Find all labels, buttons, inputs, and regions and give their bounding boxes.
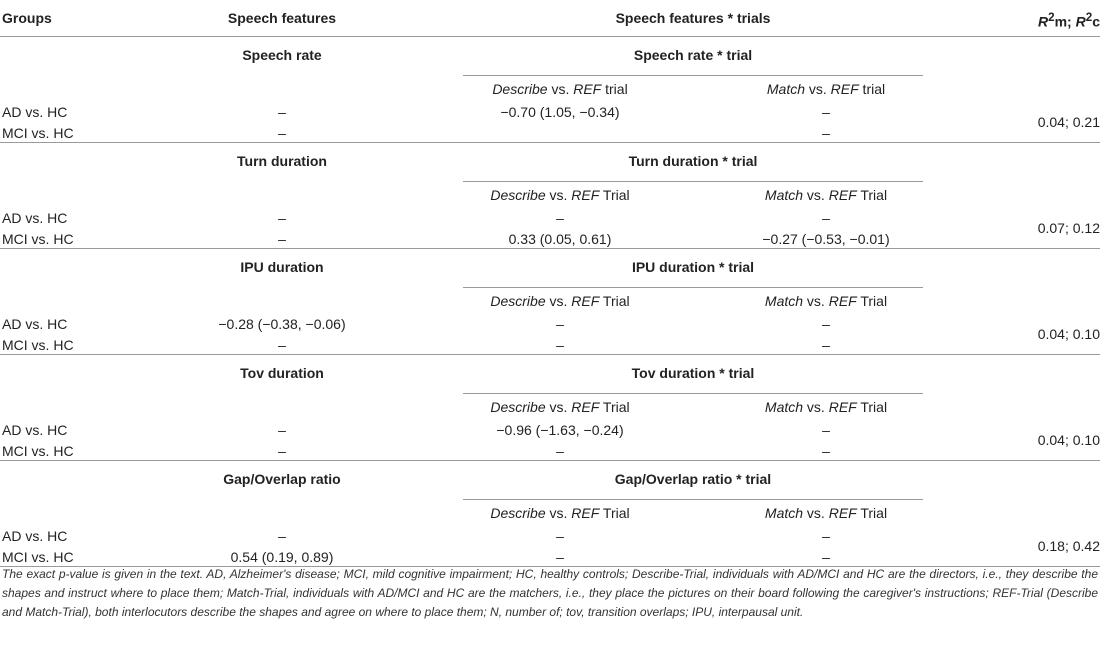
subheader-match-term: Match [764, 293, 804, 309]
r2-value: 0.18; 0.42 [1037, 538, 1100, 554]
subheader-describe [463, 292, 657, 310]
block-speech-rate [0, 37, 1100, 143]
row-describe: 0.33 (0.05, 0.61) [508, 231, 612, 247]
subheader-describe-vs: vs. [545, 399, 572, 415]
interaction-title: Speech rate * trial [633, 47, 753, 63]
row-match: −0.27 (−0.53, −0.01) [762, 231, 890, 247]
row-main: −0.28 (−0.38, −0.06) [218, 316, 346, 332]
header-r2-m-symbol: R [1037, 13, 1049, 30]
row-group: MCI vs. HC [2, 549, 74, 565]
r2-value: 0.04; 0.10 [1037, 326, 1100, 342]
interaction-title: Gap/Overlap ratio * trial [614, 471, 772, 487]
row-match: – [822, 528, 830, 544]
row-main: – [278, 422, 286, 438]
row-group: AD vs. HC [2, 528, 68, 544]
subheader-match-trial: Trial [856, 293, 888, 309]
subheader-describe-trial: trial [601, 81, 628, 97]
interaction-title: Tov duration * trial [631, 365, 755, 381]
subheader-match-trial: Trial [856, 187, 888, 203]
row-match: – [822, 337, 830, 353]
row-group: AD vs. HC [2, 316, 68, 332]
subheader-match-vs: vs. [803, 505, 829, 521]
row-main: – [278, 104, 286, 120]
row-match: – [822, 316, 830, 332]
block-gap-overlap-ratio [0, 461, 1100, 567]
table-header [0, 0, 1100, 37]
subheader-describe-trial: Trial [599, 293, 630, 309]
block-turn-duration [0, 143, 1100, 249]
row-match: – [822, 443, 830, 459]
subheader-describe-term: Describe [490, 505, 546, 521]
row-match: – [822, 549, 830, 565]
subheader-describe [463, 80, 657, 98]
subheader-match-ref: REF [830, 81, 859, 97]
r2-value: 0.07; 0.12 [1037, 220, 1100, 236]
feature-title: Tov duration [240, 365, 324, 381]
row-group: AD vs. HC [2, 210, 68, 226]
subheader-match [729, 398, 923, 416]
sub-divider [463, 181, 923, 182]
r2-value: 0.04; 0.21 [1037, 114, 1100, 130]
subheader-describe-vs: vs. [547, 81, 574, 97]
row-describe: −0.96 (−1.63, −0.24) [496, 422, 624, 438]
header-speech-features: Speech features [227, 10, 337, 26]
row-main: – [278, 231, 286, 247]
interaction-title: Turn duration * trial [628, 153, 758, 169]
row-group: AD vs. HC [2, 422, 68, 438]
subheader-match-term: Match [764, 187, 804, 203]
header-r2 [1038, 9, 1100, 31]
row-group: MCI vs. HC [2, 443, 74, 459]
row-describe: – [556, 528, 564, 544]
subheader-match-trial: Trial [856, 505, 888, 521]
subheader-describe [463, 186, 657, 204]
subheader-match-ref: REF [828, 187, 857, 203]
sub-divider [463, 499, 923, 500]
subheader-match-vs: vs. [805, 81, 831, 97]
subheader-describe-trial: Trial [599, 399, 630, 415]
row-main: 0.54 (0.19, 0.89) [230, 549, 334, 565]
subheader-match-term: Match [764, 505, 804, 521]
block-tov-duration [0, 355, 1100, 461]
subheader-describe-vs: vs. [545, 505, 572, 521]
header-r2-m-sup: 2 [1048, 11, 1055, 24]
feature-title: IPU duration [240, 259, 324, 275]
row-main: – [278, 528, 286, 544]
feature-title: Gap/Overlap ratio [223, 471, 341, 487]
subheader-describe [463, 504, 657, 522]
sub-divider [463, 393, 923, 394]
subheader-describe-term: Describe [490, 399, 546, 415]
header-r2-c-sup: 2 [1085, 11, 1093, 24]
row-group: MCI vs. HC [2, 125, 74, 141]
subheader-describe-ref: REF [573, 81, 602, 97]
subheader-match-trial: Trial [856, 399, 888, 415]
subheader-match-vs: vs. [803, 399, 829, 415]
feature-title: Speech rate [242, 47, 322, 63]
row-main: – [278, 443, 286, 459]
subheader-match [729, 292, 923, 310]
header-r2-c-suffix: c [1092, 13, 1100, 30]
subheader-describe-trial: Trial [599, 505, 630, 521]
feature-title: Turn duration [237, 153, 327, 169]
subheader-describe-ref: REF [571, 505, 600, 521]
row-describe: – [556, 549, 564, 565]
header-r2-m-suffix: m; [1054, 13, 1076, 30]
subheader-describe-ref: REF [571, 293, 600, 309]
sub-divider [463, 287, 923, 288]
subheader-match-ref: REF [828, 399, 857, 415]
row-main: – [278, 210, 286, 226]
subheader-match-ref: REF [828, 293, 857, 309]
subheader-match-term: Match [764, 399, 804, 415]
subheader-match [729, 504, 923, 522]
row-describe: – [556, 210, 564, 226]
subheader-match-term: Match [766, 81, 805, 97]
subheader-match [729, 186, 923, 204]
row-group: AD vs. HC [2, 104, 68, 120]
subheader-describe [463, 398, 657, 416]
interaction-title: IPU duration * trial [631, 259, 755, 275]
r2-value: 0.04; 0.10 [1037, 432, 1100, 448]
row-match: – [822, 125, 830, 141]
header-r2-c-symbol: R [1075, 13, 1086, 30]
subheader-describe-vs: vs. [545, 187, 572, 203]
sub-divider [463, 75, 923, 76]
row-describe: – [556, 337, 564, 353]
subheader-match [729, 80, 923, 98]
subheader-match-vs: vs. [803, 293, 829, 309]
row-describe: – [556, 443, 564, 459]
subheader-match-ref: REF [828, 505, 857, 521]
row-describe: −0.70 (1.05, −0.34) [500, 104, 620, 120]
row-match: – [822, 104, 830, 120]
subheader-describe-term: Describe [492, 81, 548, 97]
row-group: MCI vs. HC [2, 231, 74, 247]
subheader-describe-vs: vs. [545, 293, 572, 309]
subheader-describe-trial: Trial [599, 187, 630, 203]
row-main: – [278, 125, 286, 141]
row-match: – [822, 422, 830, 438]
subheader-describe-ref: REF [571, 187, 600, 203]
header-speech-features-trials: Speech features * trials [615, 10, 771, 26]
block-ipu-duration [0, 249, 1100, 355]
subheader-describe-ref: REF [571, 399, 600, 415]
row-describe: – [556, 316, 564, 332]
row-group: MCI vs. HC [2, 337, 74, 353]
header-groups: Groups [2, 10, 52, 26]
subheader-describe-term: Describe [490, 187, 546, 203]
subheader-match-trial: trial [858, 81, 886, 97]
subheader-describe-term: Describe [490, 293, 546, 309]
row-match: – [822, 210, 830, 226]
table-footnote: The exact p-value is given in the text. AD, Alzheimer's disease; MCI, mild cognitive impairment; HC, healthy controls; Describe-Trial, individuals with AD/MCI and HC are the directors, i.e., they describe the shapes and instruct where to place them; Match-Trial, individuals with AD/MCI and HC are the matchers, i.e., they place the pictures on their board following the caregiver's instructions; REF-Trial (Describe and Match-Trial), both interlocutors describe the shapes and agree on where to place them; N, number of; tov, transition overlaps; IPU, interpausal unit. [2, 567, 1098, 619]
subheader-match-vs: vs. [803, 187, 829, 203]
row-main: – [278, 337, 286, 353]
